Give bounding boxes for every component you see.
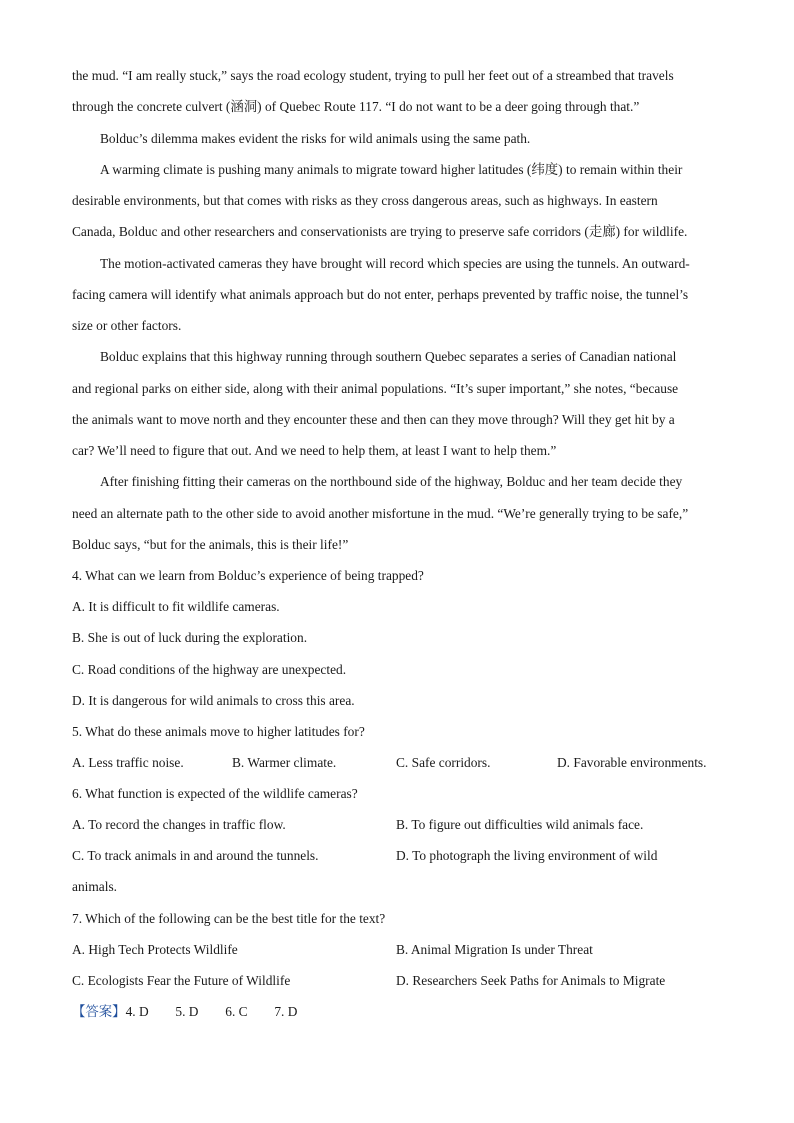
option-7b: B. Animal Migration Is under Threat [396,942,593,957]
option-7d: D. Researchers Seek Paths for Animals to Migrate [396,973,666,988]
passage-line: need an alternate path to the other side to avoid another misfortune in the mud. “We’re generally trying to be safe,” [72,506,689,521]
option-6d-continued: animals. [72,879,117,894]
passage-line: Canada, Bolduc and other researchers and conservationists are trying to preserve safe corridors (走廊) for wildlife. [72,224,688,239]
answer-text: 4. D 5. D 6. C 7. D [125,1004,298,1019]
option-6a: A. To record the changes in traffic flow. [72,817,286,832]
option-4c: C. Road conditions of the highway are unexpected. [72,662,347,677]
passage-line: Bolduc says, “but for the animals, this is their life!” [72,537,349,552]
question-stem-5: 5. What do these animals move to higher latitudes for? [72,724,365,739]
option-7c: C. Ecologists Fear the Future of Wildlife [72,973,291,988]
option-4a: A. It is difficult to fit wildlife cameras. [72,599,280,614]
option-5a: A. Less traffic noise. [72,755,184,770]
option-4b: B. She is out of luck during the exploration. [72,630,308,645]
option-6d: D. To photograph the living environment of wild [396,848,658,863]
passage-line: the animals want to move north and they encounter these and then can they move through? Will they get hit by a [72,412,675,427]
option-6c: C. To track animals in and around the tunnels. [72,848,319,863]
passage-line: Bolduc’s dilemma makes evident the risks for wild animals using the same path. [100,131,531,146]
passage-line: the mud. “I am really stuck,” says the road ecology student, trying to pull her feet out of a streambed that travels [72,68,674,83]
question-stem-7: 7. Which of the following can be the best title for the text? [72,911,386,926]
passage-line: A warming climate is pushing many animals to migrate toward higher latitudes (纬度) to remain within their [100,162,683,177]
passage-line: size or other factors. [72,318,182,333]
passage-line: car? We’ll need to figure that out. And we need to help them, at least I want to help them.” [72,443,557,458]
question-stem-4: 4. What can we learn from Bolduc’s experience of being trapped? [72,568,424,583]
question-stem-6: 6. What function is expected of the wildlife cameras? [72,786,358,801]
option-6b: B. To figure out difficulties wild animals face. [396,817,644,832]
passage-line: facing camera will identify what animals approach but do not enter, perhaps prevented by traffic noise, the tunnel’s [72,287,689,302]
passage-line: After finishing fitting their cameras on the northbound side of the highway, Bolduc and her team decide they [100,474,683,489]
option-5c: C. Safe corridors. [396,755,491,770]
passage-line: Bolduc explains that this highway running through southern Quebec separates a series of Canadian national [100,349,677,364]
passage-line: desirable environments, but that comes with risks as they cross dangerous areas, such as highways. In eastern [72,193,658,208]
option-5b: B. Warmer climate. [232,755,337,770]
passage-line: The motion-activated cameras they have brought will record which species are using the tunnels. An outward- [100,256,690,271]
option-7a: A. High Tech Protects Wildlife [72,942,238,957]
passage-line: through the concrete culvert (涵洞) of Quebec Route 117. “I do not want to be a deer going through that.” [72,99,640,114]
option-5d: D. Favorable environments. [557,755,707,770]
answer-tag: 【答案】 [72,1004,126,1019]
passage-line: and regional parks on either side, along with their animal populations. “It’s super important,” she notes, “because [72,381,679,396]
answer-line [72,1004,297,1020]
option-4d: D. It is dangerous for wild animals to cross this area. [72,693,355,708]
